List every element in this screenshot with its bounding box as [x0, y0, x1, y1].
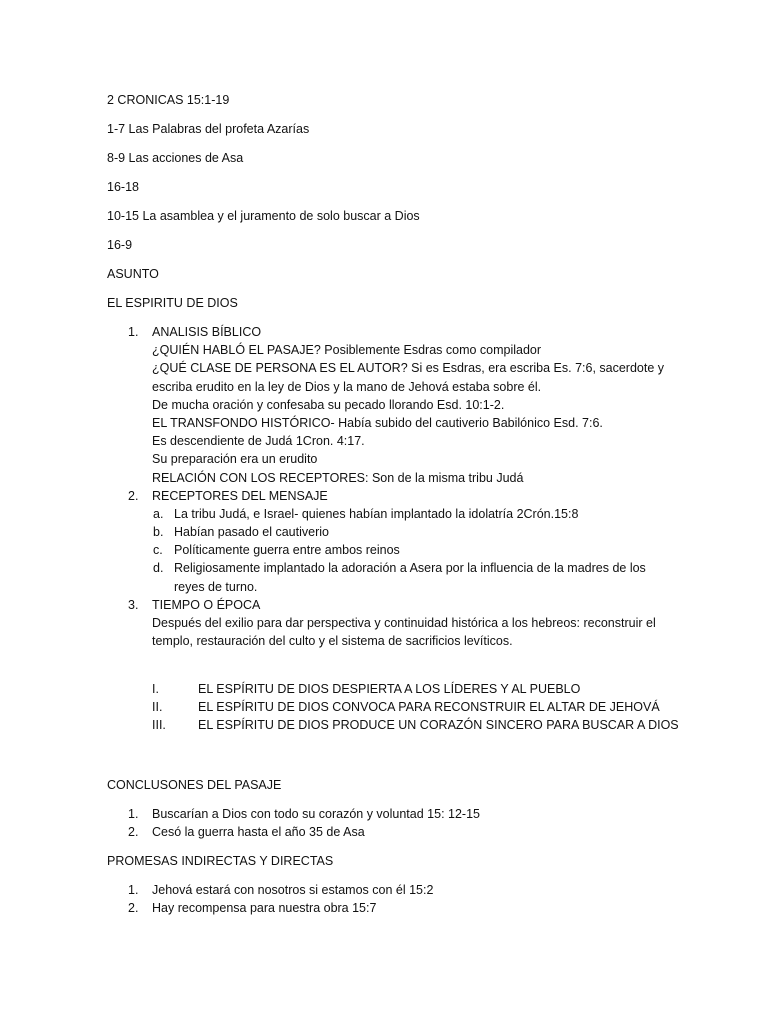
sub-item-letter: b. [153, 525, 164, 540]
roman-item [107, 680, 667, 698]
subject-title: EL ESPIRITU DE DIOS [107, 296, 238, 310]
sub-item-text: La tribu Judá, e Israel- quienes habían implantado la idolatría 2Crón.15:8 [174, 506, 579, 521]
list-item [107, 323, 667, 341]
item-text: Buscarían a Dios con todo su corazón y voluntad 15: 12-15 [152, 807, 480, 821]
item-number: 2. [128, 825, 139, 840]
roman-numeral: II. [152, 700, 163, 715]
item-number: 2. [128, 901, 139, 916]
promises-list [107, 881, 667, 917]
sub-item-text: Políticamente guerra entre ambos reinos [174, 543, 400, 558]
sub-item-continuation: reyes de turno. [174, 579, 258, 594]
roman-item [107, 698, 667, 716]
conclusions-list [107, 805, 667, 841]
item-title: ANALISIS BÍBLICO [152, 325, 262, 339]
section-line: 16-9 [107, 238, 133, 252]
item-title: TIEMPO O ÉPOCA [152, 597, 261, 612]
promises-heading: PROMESAS INDIRECTAS Y DIRECTAS [107, 854, 334, 868]
item-number: 1. [128, 807, 139, 821]
roman-numeral: III. [152, 718, 166, 733]
item-number: 3. [128, 597, 139, 612]
roman-text: EL ESPÍRITU DE DIOS CONVOCA PARA RECONSTRUIR EL ALTAR DE JEHOVÁ [198, 700, 660, 715]
item-number: 2. [128, 488, 139, 503]
sub-item-letter: d. [153, 561, 164, 576]
item-line: templo, restauración del culto y el sistema de sacrificios levíticos. [152, 634, 513, 649]
item-title: RECEPTORES DEL MENSAJE [152, 488, 328, 503]
item-line: escriba erudito en la ley de Dios y la mano de Jehová estaba sobre él. [152, 379, 542, 394]
list-item [107, 487, 667, 505]
item-line: Después del exilio para dar perspectiva y continuidad histórica a los hebreos: reconstruir el [152, 616, 656, 630]
sub-item [107, 523, 667, 541]
section-line: 8-9 Las acciones de Asa [107, 151, 244, 165]
list-item [107, 823, 667, 841]
sub-item [107, 505, 667, 523]
passage-reference: 2 CRONICAS 15:1-19 [107, 93, 230, 107]
item-number: 1. [128, 883, 139, 897]
roman-text: EL ESPÍRITU DE DIOS DESPIERTA A LOS LÍDERES Y AL PUEBLO [198, 682, 581, 696]
item-line: Su preparación era un erudito [152, 452, 318, 467]
list-item [107, 899, 667, 917]
item-line: ¿QUIÉN HABLÓ EL PASAJE? Posiblemente Esdras como compilador [152, 343, 542, 358]
roman-item [107, 716, 679, 734]
sub-item-text: Religiosamente implantado la adoración a Asera por la influencia de la madres de los [174, 561, 646, 576]
sub-item [107, 559, 667, 577]
item-number: 1. [128, 325, 139, 339]
list-item [107, 881, 667, 899]
section-line: 1-7 Las Palabras del profeta Azarías [107, 122, 310, 136]
subject-label: ASUNTO [107, 267, 159, 281]
roman-text: EL ESPÍRITU DE DIOS PRODUCE UN CORAZÓN SINCERO PARA BUSCAR A DIOS [198, 718, 679, 733]
item-line: RELACIÓN CON LOS RECEPTORES: Son de la misma tribu Judá [152, 470, 524, 485]
item-line: EL TRANSFONDO HISTÓRICO- Había subido del cautiverio Babilónico Esd. 7:6. [152, 415, 603, 430]
list-item [107, 596, 667, 614]
roman-numeral: I. [152, 682, 159, 696]
sub-item-text: Habían pasado el cautiverio [174, 525, 329, 540]
item-line: De mucha oración y confesaba su pecado llorando Esd. 10:1-2. [152, 397, 505, 412]
sub-item [107, 541, 667, 559]
item-line: ¿QUÉ CLASE DE PERSONA ES EL AUTOR? Si es Esdras, era escriba Es. 7:6, sacerdote y [152, 361, 665, 376]
item-text: Cesó la guerra hasta el año 35 de Asa [152, 825, 365, 840]
list-item [107, 805, 667, 823]
sub-item-letter: a. [153, 506, 164, 521]
item-line: Es descendiente de Judá 1Cron. 4:17. [152, 434, 365, 449]
section-line: 10-15 La asamblea y el juramento de solo buscar a Dios [107, 209, 420, 223]
outline-list [107, 323, 667, 650]
roman-outline [107, 680, 679, 735]
section-line: 16-18 [107, 180, 139, 194]
conclusions-heading: CONCLUSONES DEL PASAJE [107, 778, 282, 792]
sub-item-letter: c. [153, 543, 163, 558]
item-text: Jehová estará con nosotros si estamos con él 15:2 [152, 883, 434, 897]
item-text: Hay recompensa para nuestra obra 15:7 [152, 901, 377, 916]
